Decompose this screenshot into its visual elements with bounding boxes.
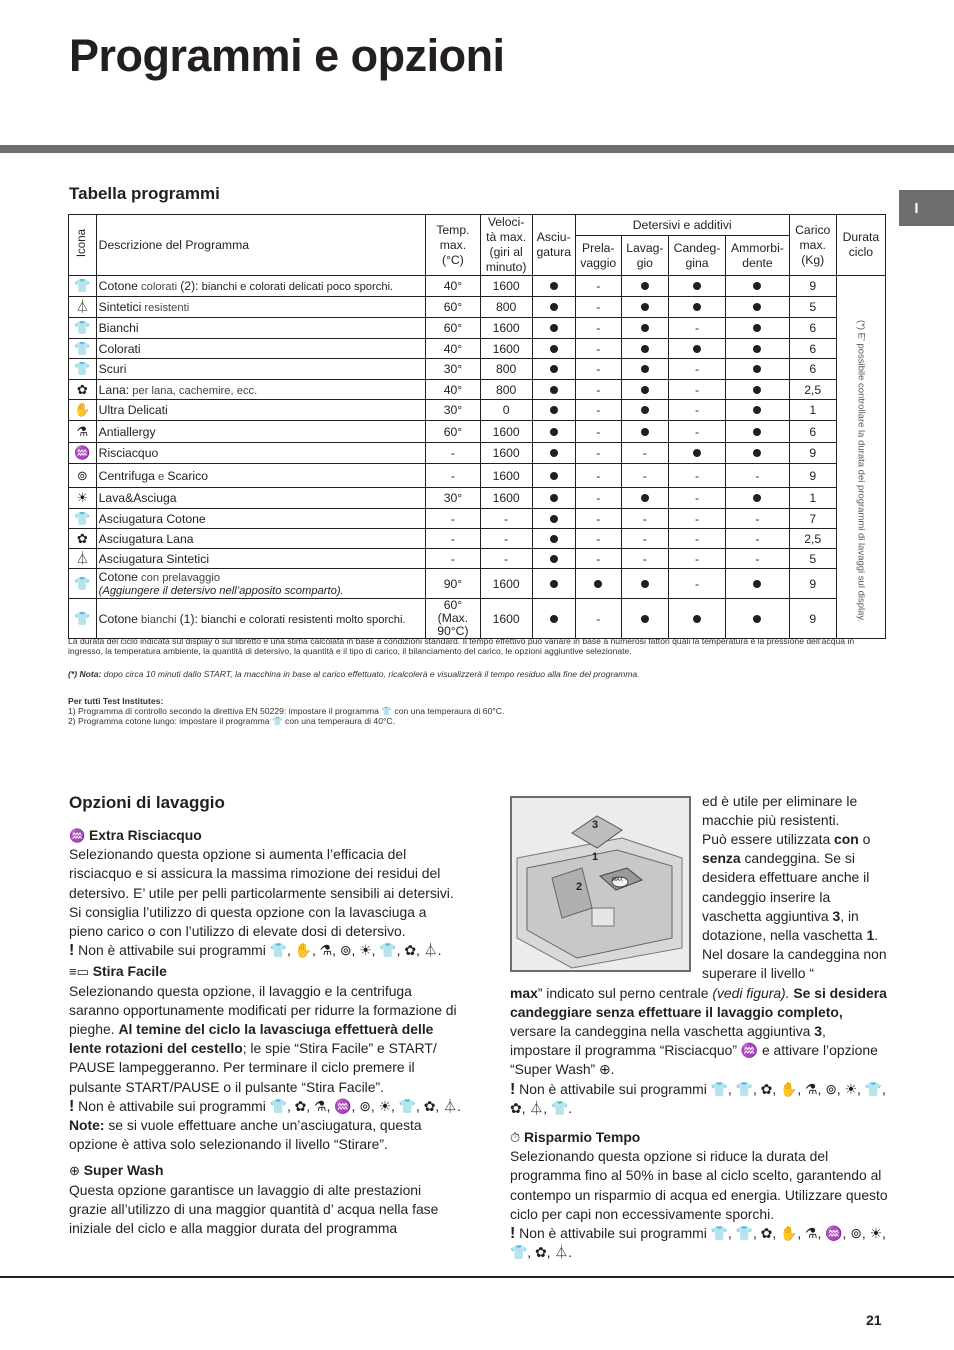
cell-load: 1: [789, 400, 836, 421]
bullet-icon: [550, 535, 558, 543]
warning-icon: !: [69, 942, 75, 960]
cell-bleach: -: [668, 400, 725, 421]
easy-iron-icon: ≡▭: [69, 964, 89, 980]
bullet-icon: [753, 345, 761, 353]
cell-speed: 800: [480, 297, 532, 318]
cell-speed: 1600: [480, 599, 532, 639]
bullet-icon: [641, 282, 649, 290]
bullet-icon: [641, 615, 649, 623]
cell-temp: -: [426, 529, 480, 549]
cell-pre: -: [575, 488, 621, 509]
super-wash-warning: ! Non è attivabile sui programmi 👕, 👕, ✿, ✋, ⚗, ⊚, ☀, 👕, ✿, ⏃, 👕.: [510, 1080, 886, 1116]
program-row: [69, 359, 886, 380]
cell-temp: 60°: [426, 297, 480, 318]
program-description: Asciugatura Cotone: [96, 509, 426, 529]
program-description: Cotone colorati (2): bianchi e colorati delicati poco sporchi.: [96, 276, 426, 297]
program-description: Colorati: [96, 339, 426, 359]
cell-bleach: [668, 339, 725, 359]
program-description: Lava&Asciuga: [96, 488, 426, 509]
header-softener: Ammorbi- dente: [726, 236, 790, 276]
program-row: [69, 400, 886, 421]
cell-wash: [621, 421, 668, 443]
cell-load: 6: [789, 318, 836, 339]
cell-dry: [532, 421, 575, 443]
cell-load: 9: [789, 276, 836, 297]
bullet-icon: [550, 303, 558, 311]
cell-pre: -: [575, 464, 621, 488]
bullet-icon: [550, 428, 558, 436]
cell-soft: [726, 421, 790, 443]
bullet-icon: [550, 580, 558, 588]
time-saver-title: Risparmio Tempo: [524, 1129, 641, 1146]
test-institutes: Per tutti Test Institutes: 1) Programma di controllo secondo la direttiva EN 50229: impostare il programma 👕 con una temperaura di 60°C. 2) Programma cotone lungo: impostare il programma 👕 con una temperaura di 40°C.: [68, 696, 505, 726]
cell-pre: [575, 569, 621, 599]
footer-divider: [0, 1276, 954, 1278]
bullet-icon: [550, 515, 558, 523]
header-wash: Lavag- gio: [621, 236, 668, 276]
easy-iron-note: Note: se si vuole effettuare anche un’asciugatura, questa opzione è attiva solo selezionando il livello “Stirare”.: [69, 1117, 422, 1153]
cell-bleach: -: [668, 421, 725, 443]
cell-temp: 90°: [426, 569, 480, 599]
cell-dry: [532, 464, 575, 488]
cell-temp: -: [426, 443, 480, 464]
extra-rinse-title: Extra Risciacquo: [89, 827, 202, 843]
program-description: Antiallergy: [96, 421, 426, 443]
bullet-icon: [753, 386, 761, 394]
program-description: Sintetici resistenti: [96, 297, 426, 318]
cell-dry: [532, 443, 575, 464]
dry-synthetics-icon: ⏃: [75, 550, 89, 566]
cell-wash: [621, 297, 668, 318]
cell-pre: -: [575, 297, 621, 318]
cell-dry: [532, 380, 575, 400]
header-drying: Asciu- gatura: [532, 215, 575, 276]
cell-speed: 800: [480, 359, 532, 380]
cell-load: 6: [789, 339, 836, 359]
program-description: Asciugatura Sintetici: [96, 549, 426, 569]
rinse-icon: ♒: [74, 445, 91, 460]
program-row: [69, 509, 886, 529]
bullet-icon: [753, 428, 761, 436]
time-saver-warning: ! Non è attivabile sui programmi 👕, 👕, ✿, ✋, ⚗, ♒, ⊚, ☀, 👕, ✿, ⏃.: [510, 1225, 886, 1261]
cotton-40-icon: 👕: [74, 278, 91, 293]
extra-rinse-warning: ! Non è attivabile sui programmi 👕, ✋, ⚗, ⊚, ☀, 👕, ✿, ⏃.: [69, 942, 442, 960]
program-description: Lana: per lana, cachemire, ecc.: [96, 380, 426, 400]
program-row: [69, 318, 886, 339]
bullet-icon: [550, 472, 558, 480]
figure-max-label: MAX: [612, 877, 623, 883]
cell-bleach: -: [668, 488, 725, 509]
program-row: [69, 339, 886, 359]
bullet-icon: [550, 365, 558, 373]
cell-pre: -: [575, 509, 621, 529]
spin-drain-icon: ⊚: [76, 467, 88, 483]
cell-dry: [532, 509, 575, 529]
easy-iron-title: Stira Facile: [92, 963, 167, 980]
cell-pre: -: [575, 443, 621, 464]
header-detergents: Detersivi e additivi: [575, 215, 789, 236]
cell-speed: 1600: [480, 339, 532, 359]
cell-dry: [532, 339, 575, 359]
cell-temp: -: [426, 464, 480, 488]
cell-speed: 1600: [480, 569, 532, 599]
dry-wool-icon: ✿: [76, 530, 88, 546]
bullet-icon: [550, 324, 558, 332]
bullet-icon: [753, 406, 761, 414]
whites-icon: 👕: [74, 320, 91, 335]
cell-soft: -: [726, 464, 790, 488]
warning-icon: !: [510, 1080, 516, 1098]
cell-wash: -: [621, 509, 668, 529]
program-row: [69, 488, 886, 509]
cell-temp: -: [426, 509, 480, 529]
cell-speed: 800: [480, 380, 532, 400]
cell-load: 5: [789, 297, 836, 318]
cell-soft: [726, 380, 790, 400]
page-number: 21: [866, 1312, 882, 1328]
bullet-icon: [753, 580, 761, 588]
program-description: Centrifuga e Scarico: [96, 464, 426, 488]
cell-speed: 1600: [480, 421, 532, 443]
bullet-icon: [550, 449, 558, 457]
cell-dry: [532, 297, 575, 318]
cell-wash: [621, 599, 668, 639]
super-wash-text: Questa opzione garantisce un lavaggio di alte prestazioni grazie all’utilizzo di una maggior quantità d’ acqua nella fase iniziale del ciclo e alla maggior durata del programma: [69, 1181, 439, 1237]
cell-temp: 40°: [426, 276, 480, 297]
cell-pre: -: [575, 529, 621, 549]
cell-wash: [621, 276, 668, 297]
cell-soft: [726, 339, 790, 359]
cell-pre: -: [575, 318, 621, 339]
synthetics-icon: ⏃: [75, 299, 89, 314]
cell-dry: [532, 488, 575, 509]
bullet-icon: [641, 580, 649, 588]
cell-temp: 30°: [426, 359, 480, 380]
cell-bleach: -: [668, 569, 725, 599]
cell-temp: -: [426, 549, 480, 569]
cell-temp: 40°: [426, 339, 480, 359]
program-row: [69, 549, 886, 569]
bullet-icon: [753, 324, 761, 332]
bullet-icon: [693, 303, 701, 311]
program-row: [69, 297, 886, 318]
darks-icon: 👕: [74, 361, 91, 376]
cell-bleach: [668, 276, 725, 297]
time-saver-text: Selezionando questa opzione si riduce la durata del programma fino al 50% in base al ciclo scelto, garantendo al contempo un risparmio di acqua ed energia. Utilizzare questo ciclo per capi non eccessivamente sporchi.: [510, 1148, 888, 1222]
figure-label-3: 3: [592, 819, 599, 831]
cell-dry: [532, 549, 575, 569]
cell-soft: -: [726, 529, 790, 549]
program-description: Cotone con prelavaggio (Aggiungere il detersivo nell’apposito scomparto).: [96, 569, 426, 599]
bullet-icon: [641, 303, 649, 311]
header-duration: Durata ciclo: [836, 215, 885, 276]
colours-icon: 👕: [74, 340, 91, 356]
cell-wash: [621, 380, 668, 400]
extra-rinse-text: Selezionando questa opzione si aumenta l’efficacia del risciacquo e si assicura la massima rimozione dei residui del detersivo. E’ utile per pelli particolarmente sensibili ai detersivi. Si consiglia l’utilizzo di questa opzione con la lavasciuga a pieno carico o con l’utilizzo di elevate dosi di detersivo.: [69, 846, 454, 940]
program-row: [69, 421, 886, 443]
cell-wash: [621, 488, 668, 509]
program-description: Scuri: [96, 359, 426, 380]
cell-load: 9: [789, 464, 836, 488]
cell-temp: 60°: [426, 421, 480, 443]
cell-wash: [621, 359, 668, 380]
bullet-icon: [550, 615, 558, 623]
bullet-icon: [693, 615, 701, 623]
bullet-icon: [641, 324, 649, 332]
cell-bleach: -: [668, 318, 725, 339]
wool-icon: ✿: [76, 381, 88, 397]
header-speed: Veloci- tà max. (giri al minuto): [480, 215, 532, 276]
options-left-column: [69, 826, 461, 1238]
cell-wash: -: [621, 529, 668, 549]
program-description: Cotone bianchi (1): bianchi e colorati resistenti molto sporchi.: [96, 599, 426, 639]
program-description: Risciacquo: [96, 443, 426, 464]
cell-temp: 30°: [426, 400, 480, 421]
cell-temp: 40°: [426, 380, 480, 400]
cell-load: 7: [789, 509, 836, 529]
bullet-icon: [753, 365, 761, 373]
figure-label-1: 1: [592, 851, 599, 863]
bullet-icon: [550, 345, 558, 353]
bullet-icon: [641, 494, 649, 502]
warning-icon: !: [69, 1097, 75, 1115]
language-tab: I: [899, 190, 954, 226]
cell-temp: 60° (Max. 90°C): [426, 599, 480, 639]
cell-soft: [726, 359, 790, 380]
cell-speed: 1600: [480, 276, 532, 297]
cell-soft: -: [726, 549, 790, 569]
bullet-icon: [594, 580, 602, 588]
cell-bleach: -: [668, 464, 725, 488]
nota: (*) Nota: dopo circa 10 minuti dallo START, la macchina in base al carico effettuato, ricalcolerà e visualizzerà il tempo residuo alla fine del programma.: [68, 669, 640, 679]
bullet-icon: [753, 282, 761, 290]
cell-wash: -: [621, 549, 668, 569]
cell-wash: -: [621, 443, 668, 464]
cell-bleach: -: [668, 549, 725, 569]
cell-bleach: -: [668, 380, 725, 400]
cell-pre: -: [575, 599, 621, 639]
program-row: [69, 529, 886, 549]
cell-load: 5: [789, 549, 836, 569]
super-wash-continued: Può essere utilizzata con o senza candeggina. Se si desidera effettuare anche il candeggio inserire la vaschetta aggiuntiva 3, in dotazione, nella vaschetta 1. Nel dosare la candeggina non superare il livello “ max” indicato sul perno centrale (vedi figura). Se si desidera candeggiare senza effettuare il lavaggio completo, versare la candeggina nella vaschetta aggiuntiva 3, impostare il programma “Risciacquo” ♒ e attivare l’opzione “Super Wash” ⊕. ! Non è attivabile sui programmi 👕, 👕, ✿, ✋, ⚗, ⊚, ☀, 👕, ✿, ⏃, 👕. ⏱ Risparmio Tempo Selezionando questa opzione si riduce la durata del programma fino al 50% in base al ciclo scelto, garantendo al contempo un risparmio di acqua ed energia. Utilizzare questo ciclo per capi non eccessivamente sporchi. ! Non è attivabile sui programmi 👕, 👕, ✿, ✋, ⚗, ♒, ⊚, ☀, 👕, ✿, ⏃.: [510, 830, 890, 1262]
bullet-icon: [693, 345, 701, 353]
super-wash-title: Super Wash: [83, 1162, 164, 1179]
cell-soft: [726, 400, 790, 421]
warning-icon: !: [510, 1225, 516, 1243]
cell-speed: 1600: [480, 318, 532, 339]
program-description: Ultra Delicati: [96, 400, 426, 421]
bullet-icon: [693, 449, 701, 457]
cell-soft: [726, 297, 790, 318]
cell-temp: 60°: [426, 318, 480, 339]
cell-pre: -: [575, 276, 621, 297]
cycle-note: La durata del ciclo indicata sul display o sul libretto è una stima calcolata in base a condizioni standard. Il tempo effettivo può variare in base a numerosi fattori quali la temperatura e la pressione dell’acqua in ingresso, la temperatura ambiente, la quantità di detersivo, la quantità e il tipo di carico, il bilanciamento del carico, le opzioni aggiuntive selezionate.: [68, 636, 855, 656]
cell-dry: [532, 276, 575, 297]
cell-wash: [621, 339, 668, 359]
page-title: Programmi e opzioni: [69, 30, 505, 81]
antiallergy-icon: ⚗: [76, 423, 89, 439]
cell-dry: [532, 400, 575, 421]
program-row: [69, 599, 886, 639]
header-temp: Temp. max. (°C): [426, 215, 480, 276]
cell-soft: [726, 488, 790, 509]
figure-label-2: 2: [576, 881, 583, 893]
cell-load: 9: [789, 443, 836, 464]
ultra-delicates-icon: ✋: [74, 402, 91, 417]
cell-soft: [726, 569, 790, 599]
bullet-icon: [641, 386, 649, 394]
programs-table: [68, 214, 886, 639]
cell-bleach: -: [668, 359, 725, 380]
cell-dry: [532, 359, 575, 380]
easy-iron-warning: ! Non è attivabile sui programmi 👕, ✿, ⚗, ♒, ⊚, ☀, 👕, ✿, ⏃.: [69, 1097, 461, 1115]
cell-load: 9: [789, 599, 836, 639]
cell-wash: [621, 569, 668, 599]
cell-wash: -: [621, 464, 668, 488]
cell-speed: 1600: [480, 464, 532, 488]
program-row: [69, 443, 886, 464]
super-wash-continued-top: ed è utile per eliminare le macchie più resistenti.: [702, 793, 858, 829]
bullet-icon: [641, 428, 649, 436]
bullet-icon: [693, 282, 701, 290]
header-icona: Icona: [69, 215, 97, 276]
bullet-icon: [753, 615, 761, 623]
program-row: [69, 276, 886, 297]
program-row: [69, 380, 886, 400]
bullet-icon: [753, 449, 761, 457]
wash-dry-icon: ☀: [76, 490, 89, 505]
program-description: Bianchi: [96, 318, 426, 339]
program-row: [69, 464, 886, 488]
bullet-icon: [753, 494, 761, 502]
extra-rinse-icon: ♒: [69, 828, 86, 843]
header-description: Descrizione del Programma: [96, 215, 426, 276]
dry-cotton-icon: 👕: [74, 510, 91, 526]
cell-speed: -: [480, 509, 532, 529]
cell-pre: -: [575, 549, 621, 569]
cell-load: 1: [789, 488, 836, 509]
header-load: Carico max. (Kg): [789, 215, 836, 276]
cell-pre: -: [575, 359, 621, 380]
cell-speed: 0: [480, 400, 532, 421]
cell-speed: -: [480, 529, 532, 549]
super-wash-icon: ⊕: [69, 1163, 80, 1179]
bullet-icon: [550, 555, 558, 563]
cell-speed: 1600: [480, 443, 532, 464]
cell-soft: -: [726, 509, 790, 529]
cotton-60-icon: 👕: [74, 610, 91, 626]
cell-wash: [621, 318, 668, 339]
cell-bleach: [668, 599, 725, 639]
cell-pre: -: [575, 421, 621, 443]
cell-wash: [621, 400, 668, 421]
cell-bleach: -: [668, 529, 725, 549]
cell-load: 6: [789, 421, 836, 443]
easy-iron-text: Selezionando questa opzione, il lavaggio e la centrifuga saranno opportunamente modificati per ridurre la formazione di pieghe. Al temine del ciclo la lavasciuga effettuerà delle lente rotazioni del cestello; le spie “Stira Facile” e START/ PAUSE lampeggeranno. Per terminare il ciclo premere il pulsante START/PAUSE o il pulsante “Stira Facile”.: [69, 982, 457, 1095]
bullet-icon: [550, 494, 558, 502]
header-bleach: Candeg- gina: [668, 236, 725, 276]
table-title: Tabella programmi: [69, 184, 220, 203]
cell-soft: [726, 276, 790, 297]
duration-note: (*) E' possibile controllare la durata dei programmi di lavaggi sul display.: [836, 276, 885, 639]
bullet-icon: [753, 303, 761, 311]
program-row: [69, 569, 886, 599]
cell-bleach: [668, 297, 725, 318]
header-prewash: Prela- vaggio: [575, 236, 621, 276]
cell-dry: [532, 569, 575, 599]
cell-speed: -: [480, 549, 532, 569]
cell-load: 9: [789, 569, 836, 599]
cell-soft: [726, 318, 790, 339]
time-saver-icon: ⏱: [510, 1130, 521, 1146]
cell-speed: 1600: [480, 488, 532, 509]
bullet-icon: [641, 345, 649, 353]
cell-load: 2,5: [789, 380, 836, 400]
bullet-icon: [641, 406, 649, 414]
cell-load: 6: [789, 359, 836, 380]
cell-soft: [726, 599, 790, 639]
cell-dry: [532, 529, 575, 549]
cell-temp: 30°: [426, 488, 480, 509]
options-title: Opzioni di lavaggio: [69, 793, 225, 812]
bullet-icon: [550, 282, 558, 290]
cell-pre: -: [575, 380, 621, 400]
cell-pre: -: [575, 339, 621, 359]
header-divider: [0, 145, 954, 153]
cell-pre: -: [575, 400, 621, 421]
bullet-icon: [641, 365, 649, 373]
cotton-prewash-icon: 👕: [74, 575, 91, 591]
cell-soft: [726, 443, 790, 464]
bullet-icon: [550, 406, 558, 414]
cell-load: 2,5: [789, 529, 836, 549]
cell-bleach: -: [668, 509, 725, 529]
program-description: Asciugatura Lana: [96, 529, 426, 549]
cell-bleach: [668, 443, 725, 464]
cell-dry: [532, 318, 575, 339]
bullet-icon: [550, 386, 558, 394]
cell-dry: [532, 599, 575, 639]
